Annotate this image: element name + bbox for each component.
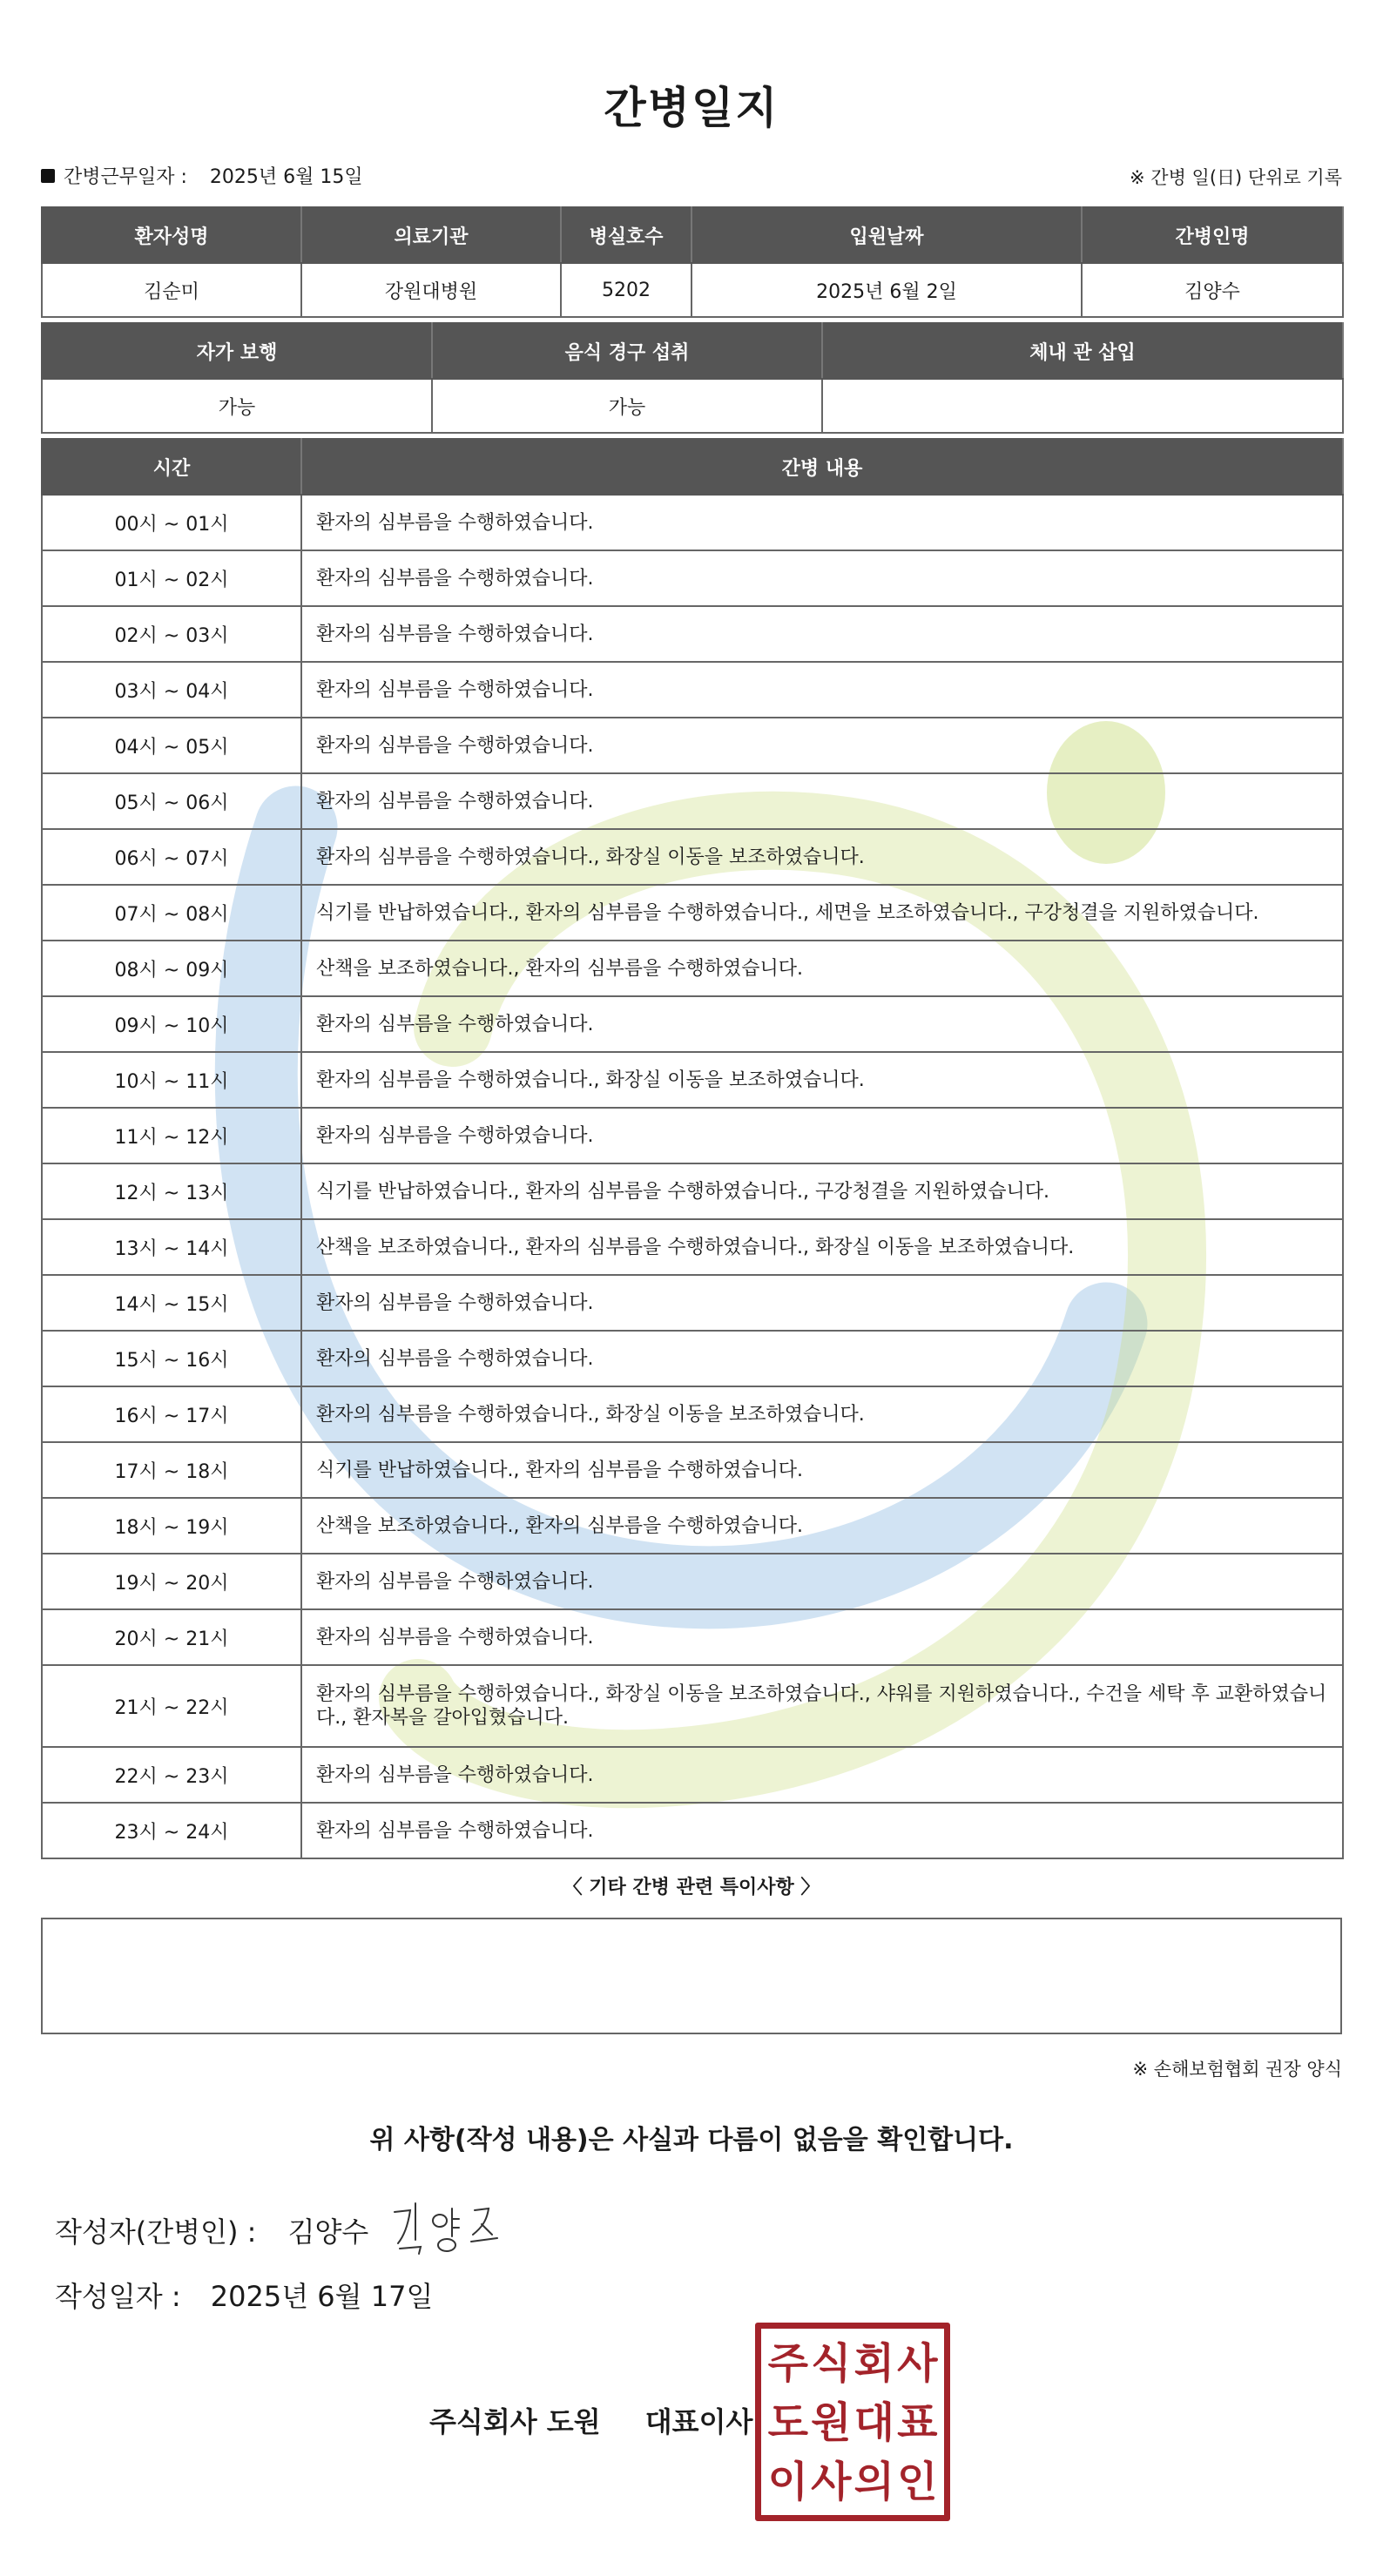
- notes-heading: 〈 기타 간병 관련 특이사항 〉: [563, 1877, 820, 1898]
- work-date-value: 2025년 6월 15일: [209, 166, 363, 188]
- company-line: [429, 2400, 752, 2440]
- care-log-row: [42, 1108, 1343, 1163]
- care-log-time: 22시 ~ 23시: [42, 1747, 301, 1803]
- care-log-content: 환자의 심부름을 수행하였습니다., 화장실 이동을 보조하였습니다.: [301, 1386, 1343, 1442]
- caregiver-name: 김양수: [1082, 263, 1343, 317]
- tube-insertion-value: [822, 379, 1343, 433]
- seal-char: 이: [767, 2458, 808, 2506]
- hospital-name: 강원대병원: [301, 263, 561, 317]
- writer-label: 작성자(간병인) :: [55, 2215, 257, 2249]
- care-log-time: 11시 ~ 12시: [42, 1108, 301, 1163]
- care-log-content: 환자의 심부름을 수행하였습니다.: [301, 662, 1343, 718]
- care-log-time: 08시 ~ 09시: [42, 941, 301, 996]
- care-log-time: 14시 ~ 15시: [42, 1275, 301, 1331]
- company-name: 주식회사 도원: [429, 2405, 601, 2438]
- care-log-content: 식기를 반납하였습니다., 환자의 심부름을 수행하였습니다., 구강청결을 지원하였습니다.: [301, 1163, 1343, 1219]
- seal-char: 대: [853, 2398, 894, 2447]
- header-patient-name: 환자성명: [42, 207, 301, 263]
- seal-char: 회: [853, 2339, 894, 2388]
- header-room: 병실호수: [561, 207, 692, 263]
- seal-char: 원: [811, 2398, 852, 2447]
- special-notes-box: [41, 1918, 1342, 2034]
- work-date-label: 간병근무일자 :: [64, 166, 187, 188]
- header-self-walking: 자가 보행: [42, 323, 432, 379]
- document-title: 간병일지: [604, 83, 779, 133]
- seal-char: 도: [767, 2398, 808, 2447]
- care-log-row: [42, 606, 1343, 662]
- care-log-row: [42, 885, 1343, 941]
- care-log-content: 환자의 심부름을 수행하였습니다., 화장실 이동을 보조하였습니다., 샤워를 지원하였습니다., 수건을 세탁 후 교환하였습니다., 환자복을 갈아입혔습니다.: [301, 1665, 1343, 1747]
- header-hospital: 의료기관: [301, 207, 561, 263]
- care-log-row: [42, 996, 1343, 1052]
- care-log-time: 05시 ~ 06시: [42, 773, 301, 829]
- care-log-row: [42, 1331, 1343, 1386]
- care-log-content: 산책을 보조하였습니다., 환자의 심부름을 수행하였습니다.: [301, 941, 1343, 996]
- care-log-time: 06시 ~ 07시: [42, 829, 301, 885]
- patient-status-table: [41, 322, 1344, 434]
- care-log-content: 환자의 심부름을 수행하였습니다.: [301, 1803, 1343, 1858]
- care-log-row: [42, 1554, 1343, 1609]
- care-log-time: 20시 ~ 21시: [42, 1609, 301, 1665]
- care-log-content: 산책을 보조하였습니다., 환자의 심부름을 수행하였습니다., 화장실 이동을 보조하였습니다.: [301, 1219, 1343, 1275]
- care-log-time: 03시 ~ 04시: [42, 662, 301, 718]
- header-time: 시간: [42, 439, 301, 495]
- care-log-row: [42, 1275, 1343, 1331]
- written-date-line: [55, 2275, 433, 2315]
- representative-title: 대표이사: [644, 2405, 753, 2438]
- care-log-content: 환자의 심부름을 수행하였습니다.: [301, 718, 1343, 773]
- care-log-time: 13시 ~ 14시: [42, 1219, 301, 1275]
- care-log-content: 환자의 심부름을 수행하였습니다.: [301, 606, 1343, 662]
- care-log-row: [42, 1163, 1343, 1219]
- care-log-time: 00시 ~ 01시: [42, 495, 301, 550]
- care-log-time: 17시 ~ 18시: [42, 1442, 301, 1498]
- care-log-content: 환자의 심부름을 수행하였습니다.: [301, 1108, 1343, 1163]
- care-log-time: 10시 ~ 11시: [42, 1052, 301, 1108]
- header-caregiver-name: 간병인명: [1082, 207, 1343, 263]
- care-log-row: [42, 829, 1343, 885]
- care-log-time: 01시 ~ 02시: [42, 550, 301, 606]
- care-log-content: 환자의 심부름을 수행하였습니다.: [301, 495, 1343, 550]
- care-log-content: 환자의 심부름을 수행하였습니다.: [301, 550, 1343, 606]
- patient-status-value-row: [42, 379, 1343, 433]
- seal-characters: [766, 2334, 939, 2510]
- care-log-header-row: [42, 439, 1343, 495]
- care-log-time: 16시 ~ 17시: [42, 1386, 301, 1442]
- patient-status-header-row: [42, 323, 1343, 379]
- oral-intake-value: 가능: [432, 379, 822, 433]
- self-walking-value: 가능: [42, 379, 432, 433]
- work-date: [41, 162, 363, 189]
- care-log-time: 19시 ~ 20시: [42, 1554, 301, 1609]
- patient-info-table: [41, 206, 1344, 318]
- care-log-time: 18시 ~ 19시: [42, 1498, 301, 1554]
- care-log-time: 04시 ~ 05시: [42, 718, 301, 773]
- care-log-row: [42, 1442, 1343, 1498]
- record-note: ※ 간병 일(日) 단위로 기록: [1130, 167, 1342, 188]
- care-log-content: 산책을 보조하였습니다., 환자의 심부름을 수행하였습니다.: [301, 1498, 1343, 1554]
- header-oral-intake: 음식 경구 섭취: [432, 323, 822, 379]
- care-log-row: [42, 718, 1343, 773]
- form-source-note: ※ 손해보험협회 권장 양식: [1132, 2059, 1342, 2080]
- care-log-row: [42, 1609, 1343, 1665]
- care-log-row: [42, 1219, 1343, 1275]
- care-log-content: 환자의 심부름을 수행하였습니다.: [301, 996, 1343, 1052]
- seal-char: 사: [811, 2458, 852, 2506]
- square-bullet-icon: [41, 169, 55, 183]
- care-log-content: 환자의 심부름을 수행하였습니다., 화장실 이동을 보조하였습니다.: [301, 829, 1343, 885]
- care-log-content: 환자의 심부름을 수행하였습니다.: [301, 1747, 1343, 1803]
- care-log-row: [42, 1386, 1343, 1442]
- care-log-row: [42, 941, 1343, 996]
- patient-info-value-row: [42, 263, 1343, 317]
- care-log-time: 21시 ~ 22시: [42, 1665, 301, 1747]
- writer-line: [55, 2210, 368, 2250]
- seal-char: 주: [767, 2339, 808, 2388]
- written-date-label: 작성일자 :: [55, 2280, 181, 2313]
- care-log-content: 식기를 반납하였습니다., 환자의 심부름을 수행하였습니다., 세면을 보조하였습니다., 구강청결을 지원하였습니다.: [301, 885, 1343, 941]
- header-admission-date: 입원날짜: [692, 207, 1082, 263]
- care-log-row: [42, 1498, 1343, 1554]
- seal-char: 식: [811, 2339, 852, 2388]
- care-log-time: 23시 ~ 24시: [42, 1803, 301, 1858]
- seal-char: 표: [897, 2398, 938, 2447]
- care-log-time: 09시 ~ 10시: [42, 996, 301, 1052]
- care-log-content: 환자의 심부름을 수행하였습니다.: [301, 773, 1343, 829]
- seal-char: 의: [853, 2458, 894, 2506]
- written-date-value: 2025년 6월 17일: [210, 2280, 434, 2313]
- care-log-row: [42, 773, 1343, 829]
- care-log-time: 15시 ~ 16시: [42, 1331, 301, 1386]
- handwritten-signature: [389, 2196, 511, 2257]
- care-log-content: 환자의 심부름을 수행하였습니다.: [301, 1331, 1343, 1386]
- care-log-content: 환자의 심부름을 수행하였습니다.: [301, 1275, 1343, 1331]
- care-log-row: [42, 495, 1343, 550]
- care-log-body: [42, 495, 1343, 1858]
- care-log-content: 환자의 심부름을 수행하였습니다., 화장실 이동을 보조하였습니다.: [301, 1052, 1343, 1108]
- writer-name: 김양수: [287, 2215, 369, 2249]
- hourly-care-log-table: [41, 438, 1344, 1859]
- care-log-row: [42, 1803, 1343, 1858]
- room-number: 5202: [561, 263, 692, 317]
- confirmation-statement: 위 사항(작성 내용)은 사실과 다름이 없음을 확인합니다.: [369, 2125, 1014, 2155]
- header-care-content: 간병 내용: [301, 439, 1343, 495]
- care-log-row: [42, 1665, 1343, 1747]
- seal-char: 인: [897, 2458, 938, 2506]
- care-log-row: [42, 1052, 1343, 1108]
- care-log-row: [42, 1747, 1343, 1803]
- patient-name: 김순미: [42, 263, 301, 317]
- care-log-content: 식기를 반납하였습니다., 환자의 심부름을 수행하였습니다.: [301, 1442, 1343, 1498]
- care-log-content: 환자의 심부름을 수행하였습니다.: [301, 1554, 1343, 1609]
- care-log-content: 환자의 심부름을 수행하였습니다.: [301, 1609, 1343, 1665]
- care-log-time: 12시 ~ 13시: [42, 1163, 301, 1219]
- admission-date: 2025년 6월 2일: [692, 263, 1082, 317]
- care-log-row: [42, 550, 1343, 606]
- care-log-time: 07시 ~ 08시: [42, 885, 301, 941]
- care-log-time: 02시 ~ 03시: [42, 606, 301, 662]
- company-seal-stamp: [755, 2323, 950, 2521]
- care-log-row: [42, 662, 1343, 718]
- patient-info-header-row: [42, 207, 1343, 263]
- seal-char: 사: [897, 2339, 938, 2388]
- header-tube-insertion: 체내 관 삽입: [822, 323, 1343, 379]
